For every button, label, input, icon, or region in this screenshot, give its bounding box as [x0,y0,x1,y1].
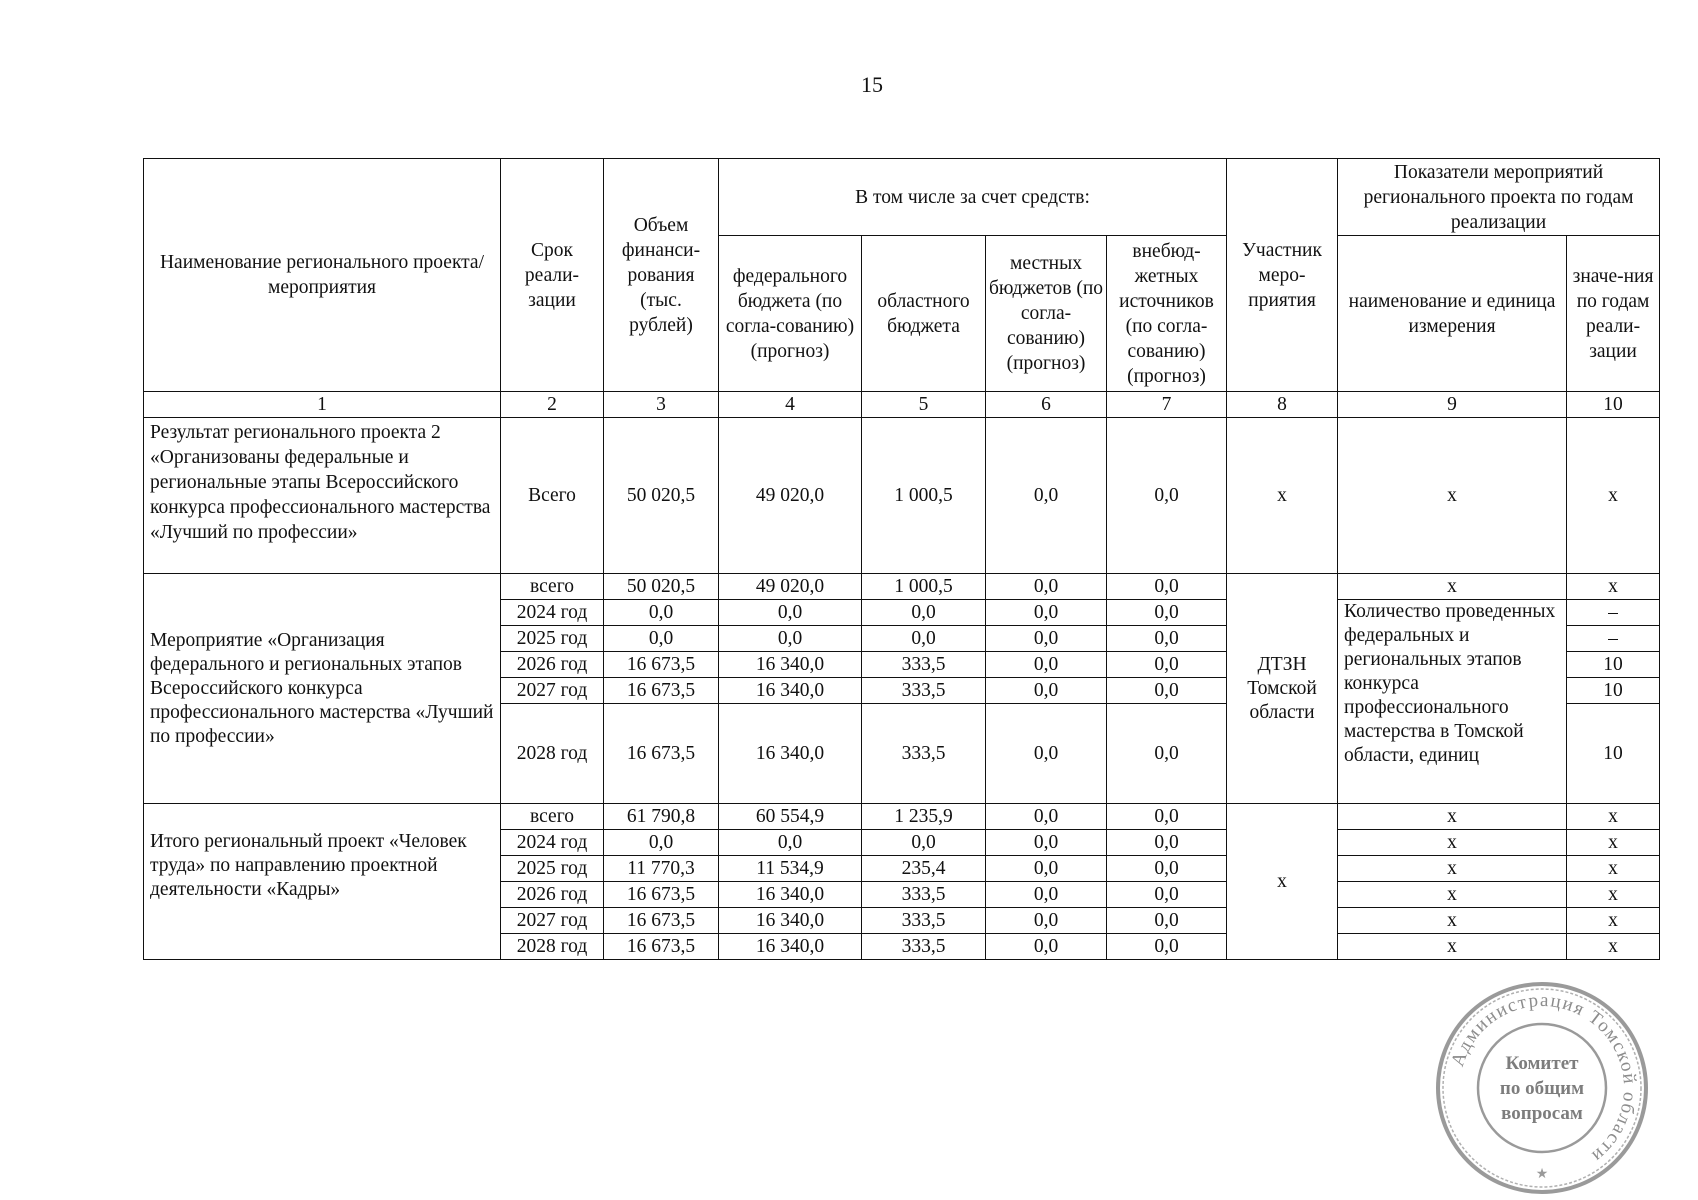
measure-volume: 16 673,5 [604,652,719,678]
measure-regional: 333,5 [862,652,986,678]
stamp-ring-text: Администрация Томской области [1447,989,1641,1168]
measure-name: Мероприятие «Организация федерального и региональных этапов Всероссийского конкурса профессионального мастерства «Лучший по профессии» [144,574,501,804]
measure-indicator-total: х [1338,574,1567,600]
header-row [144,159,1660,236]
measure-term: 2025 год [501,626,604,652]
column-numbers-row [144,392,1660,418]
total-indicator: х [1338,882,1567,908]
column-number: 2 [501,392,604,418]
total-value: х [1567,882,1660,908]
total-extra: 0,0 [1107,830,1227,856]
header-indicator-name: наименование и единица измерения [1338,236,1567,392]
total-regional: 333,5 [862,934,986,960]
measure-local: 0,0 [986,678,1107,704]
total-volume: 0,0 [604,830,719,856]
stamp-center-line: Комитет [1505,1053,1579,1074]
total-term: всего [501,804,604,830]
measure-value: 10 [1567,678,1660,704]
total-value: х [1567,830,1660,856]
total-value: х [1567,804,1660,830]
total-regional: 235,4 [862,856,986,882]
total-indicator: х [1338,934,1567,960]
total-indicator: х [1338,856,1567,882]
header-name: Наименование регионального проекта/мероприятия [144,159,501,392]
result-name: Результат регионального проекта 2 «Организованы федеральные и региональные этапы Всероссийского конкурса профессионального мастерства «Лучший по профессии» [144,418,501,574]
total-federal: 60 554,9 [719,804,862,830]
total-extra: 0,0 [1107,882,1227,908]
measure-extra: 0,0 [1107,574,1227,600]
total-volume: 16 673,5 [604,934,719,960]
total-value: х [1567,856,1660,882]
measure-participant: ДТЗН Томской области [1227,574,1338,804]
measure-term: 2024 год [501,600,604,626]
total-regional: 1 235,9 [862,804,986,830]
total-volume: 11 770,3 [604,856,719,882]
total-local: 0,0 [986,934,1107,960]
result-indicator: х [1338,418,1567,574]
column-number: 6 [986,392,1107,418]
total-federal: 16 340,0 [719,934,862,960]
total-federal: 16 340,0 [719,882,862,908]
measure-value: х [1567,574,1660,600]
header-indicator-values: значе-ния по годам реали-зации [1567,236,1660,392]
column-number: 10 [1567,392,1660,418]
header-regional: областного бюджета [862,236,986,392]
total-local: 0,0 [986,830,1107,856]
measure-extra: 0,0 [1107,652,1227,678]
result-row [144,418,1660,574]
measure-term: 2028 год [501,704,604,804]
measure-extra: 0,0 [1107,626,1227,652]
measure-local: 0,0 [986,626,1107,652]
stamp-seal [1432,978,1652,1198]
total-name: Итого региональный проект «Человек труда» по направлению проектной деятельности «Кадры» [144,804,501,960]
measure-regional: 333,5 [862,704,986,804]
measure-term: 2026 год [501,652,604,678]
total-term: 2024 год [501,830,604,856]
measure-value: 10 [1567,704,1660,804]
result-term: Всего [501,418,604,574]
header-local: местных бюджетов (по согла-сованию) (прогноз) [986,236,1107,392]
total-indicator: х [1338,830,1567,856]
header-term: Срок реали-зации [501,159,604,392]
measure-regional: 333,5 [862,678,986,704]
measure-federal: 16 340,0 [719,652,862,678]
measure-federal: 0,0 [719,626,862,652]
measure-federal: 49 020,0 [719,574,862,600]
column-number: 7 [1107,392,1227,418]
result-federal: 49 020,0 [719,418,862,574]
total-term: 2026 год [501,882,604,908]
total-local: 0,0 [986,804,1107,830]
measure-indicator-name: Количество проведенных федеральных и региональных этапов конкурса профессионального мастерства в Томской области, единиц [1338,600,1567,804]
column-number: 1 [144,392,501,418]
total-local: 0,0 [986,882,1107,908]
stamp-center-line: вопросам [1501,1103,1583,1124]
total-term: 2027 год [501,908,604,934]
total-regional: 333,5 [862,882,986,908]
total-indicator: х [1338,908,1567,934]
total-extra: 0,0 [1107,856,1227,882]
measure-value: – [1567,600,1660,626]
measure-volume: 16 673,5 [604,678,719,704]
measure-local: 0,0 [986,600,1107,626]
total-participant: х [1227,804,1338,960]
measure-regional: 0,0 [862,600,986,626]
measure-local: 0,0 [986,574,1107,600]
column-number: 8 [1227,392,1338,418]
header-participant: Участник меро-приятия [1227,159,1338,392]
measure-volume: 16 673,5 [604,704,719,804]
measure-value: 10 [1567,652,1660,678]
result-participant: х [1227,418,1338,574]
result-regional: 1 000,5 [862,418,986,574]
measure-extra: 0,0 [1107,600,1227,626]
total-volume: 61 790,8 [604,804,719,830]
measure-extra: 0,0 [1107,678,1227,704]
page-number: 15 [861,72,883,97]
measure-federal: 16 340,0 [719,678,862,704]
financing-table [143,158,1660,960]
total-regional: 333,5 [862,908,986,934]
result-volume: 50 020,5 [604,418,719,574]
total-row [144,804,1660,830]
total-extra: 0,0 [1107,934,1227,960]
total-local: 0,0 [986,908,1107,934]
column-number: 5 [862,392,986,418]
measure-volume: 0,0 [604,600,719,626]
measure-regional: 0,0 [862,626,986,652]
measure-row [144,574,1660,600]
total-term: 2028 год [501,934,604,960]
stamp-center-line: по общим [1499,1078,1585,1099]
total-term: 2025 год [501,856,604,882]
measure-volume: 50 020,5 [604,574,719,600]
header-federal: федерального бюджета (по согла-сованию) (прогноз) [719,236,862,392]
total-value: х [1567,908,1660,934]
header-including: В том числе за счет средств: [719,159,1227,236]
total-regional: 0,0 [862,830,986,856]
total-volume: 16 673,5 [604,908,719,934]
measure-term: 2027 год [501,678,604,704]
column-number: 4 [719,392,862,418]
result-value: х [1567,418,1660,574]
measure-federal: 0,0 [719,600,862,626]
measure-volume: 0,0 [604,626,719,652]
result-extra: 0,0 [1107,418,1227,574]
total-federal: 16 340,0 [719,908,862,934]
result-local: 0,0 [986,418,1107,574]
measure-value: – [1567,626,1660,652]
total-value: х [1567,934,1660,960]
header-extrabudget: внебюд-жетных источников (по согла-сованию) (прогноз) [1107,236,1227,392]
total-indicator: х [1338,804,1567,830]
measure-local: 0,0 [986,652,1107,678]
measure-federal: 16 340,0 [719,704,862,804]
total-federal: 11 534,9 [719,856,862,882]
header-indicators: Показатели мероприятий регионального проекта по годам реализации [1338,159,1660,236]
measure-local: 0,0 [986,704,1107,804]
measure-term: всего [501,574,604,600]
header-volume: Объем финанси-рования (тыс. рублей) [604,159,719,392]
stamp-star-icon: ★ [1535,1167,1549,1182]
total-extra: 0,0 [1107,908,1227,934]
measure-regional: 1 000,5 [862,574,986,600]
total-local: 0,0 [986,856,1107,882]
total-federal: 0,0 [719,830,862,856]
total-extra: 0,0 [1107,804,1227,830]
column-number: 9 [1338,392,1567,418]
total-volume: 16 673,5 [604,882,719,908]
column-number: 3 [604,392,719,418]
measure-extra: 0,0 [1107,704,1227,804]
